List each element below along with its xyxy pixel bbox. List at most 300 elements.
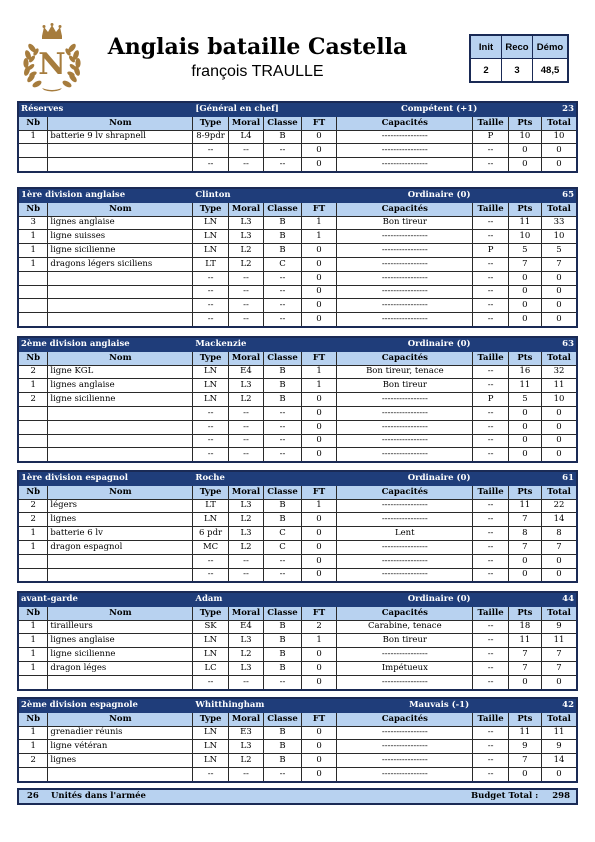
cell-capacites: ---------------- xyxy=(337,144,473,158)
cell-type: LN xyxy=(193,648,228,662)
cell-taille: -- xyxy=(473,675,508,689)
cell-classe: B xyxy=(264,648,302,662)
cell-type: -- xyxy=(193,313,228,327)
cell-ft: 0 xyxy=(301,257,336,271)
cell-capacites: Carabine, tenace xyxy=(337,620,473,634)
cell-pts: 7 xyxy=(508,754,541,768)
cell-total: 7 xyxy=(542,661,578,675)
cell-nom xyxy=(48,285,193,299)
player-name: françois TRAULLE xyxy=(191,63,324,80)
cell-nom: légers xyxy=(48,499,193,513)
cell-nom: ligne vétéran xyxy=(48,740,193,754)
cell-pts: 0 xyxy=(508,158,541,172)
cell-taille: -- xyxy=(473,299,508,313)
cell-nom xyxy=(48,144,193,158)
cell-taille: -- xyxy=(473,554,508,568)
cell-taille: -- xyxy=(473,740,508,754)
cell-nb xyxy=(18,675,48,689)
cell-type: -- xyxy=(193,158,228,172)
section-leader: Mackenzie xyxy=(193,337,337,351)
cell-type: LN xyxy=(193,230,228,244)
cell-moral: E3 xyxy=(228,726,263,740)
cell-type: SK xyxy=(193,620,228,634)
column-header-capacites: Capacités xyxy=(337,712,473,726)
cell-classe: B xyxy=(264,513,302,527)
army-footer xyxy=(17,788,578,805)
cell-taille: -- xyxy=(473,313,508,327)
cell-moral: -- xyxy=(228,144,263,158)
unit-section-table xyxy=(17,697,578,783)
table-row xyxy=(18,648,577,662)
cell-nom: ligne sicilienne xyxy=(48,244,193,258)
cell-type: LN xyxy=(193,365,228,379)
column-header-row xyxy=(18,202,577,216)
cell-type: -- xyxy=(193,767,228,781)
cell-classe: C xyxy=(264,540,302,554)
cell-pts: 7 xyxy=(508,540,541,554)
cell-taille: -- xyxy=(473,434,508,448)
cell-classe: B xyxy=(264,740,302,754)
cell-capacites: ---------------- xyxy=(337,434,473,448)
cell-total: 10 xyxy=(541,230,577,244)
cell-moral: L3 xyxy=(228,499,263,513)
table-row xyxy=(18,513,577,527)
cell-taille: -- xyxy=(473,513,508,527)
column-header-total: Total xyxy=(541,485,577,499)
column-header-nb: Nb xyxy=(18,485,48,499)
cell-classe: B xyxy=(264,379,302,393)
cell-classe: -- xyxy=(264,448,302,462)
column-header-classe: Classe xyxy=(264,116,302,130)
cell-pts: 0 xyxy=(508,434,541,448)
cell-nom xyxy=(48,448,193,462)
cell-ft: 0 xyxy=(301,244,336,258)
column-header-ft: FT xyxy=(301,712,336,726)
table-row xyxy=(18,158,577,172)
stat-value-reco: 3 xyxy=(502,59,533,83)
cell-type: -- xyxy=(193,434,228,448)
column-header-ft: FT xyxy=(301,202,336,216)
cell-classe: -- xyxy=(264,285,302,299)
column-header-classe: Classe xyxy=(264,202,302,216)
cell-pts: 11 xyxy=(508,379,541,393)
cell-total: 0 xyxy=(542,406,577,420)
cell-classe: B xyxy=(264,130,302,144)
cell-taille: -- xyxy=(473,648,508,662)
column-header-classe: Classe xyxy=(264,485,302,499)
column-header-classe: Classe xyxy=(264,712,302,726)
unit-section-table xyxy=(17,336,578,463)
cell-moral: L2 xyxy=(228,257,263,271)
column-header-capacites: Capacités xyxy=(337,202,473,216)
cell-total: 32 xyxy=(542,365,577,379)
stat-header-init: Init xyxy=(470,35,502,59)
cell-ft: 0 xyxy=(301,393,336,407)
cell-total: 0 xyxy=(542,675,578,689)
cell-total: 10 xyxy=(542,393,577,407)
table-row xyxy=(18,244,577,258)
page-title: Anglais bataille Castella xyxy=(107,34,408,60)
table-row xyxy=(18,144,577,158)
cell-nb xyxy=(18,434,48,448)
cell-type: 8-9pdr xyxy=(193,130,228,144)
cell-nb xyxy=(18,568,48,582)
table-row xyxy=(18,661,577,675)
cell-taille: -- xyxy=(473,285,508,299)
cell-total: 0 xyxy=(541,271,577,285)
cell-pts: 0 xyxy=(508,271,541,285)
column-header-nb: Nb xyxy=(18,606,48,620)
cell-nom xyxy=(48,313,193,327)
cell-nb xyxy=(18,767,48,781)
cell-moral: -- xyxy=(228,158,263,172)
cell-taille: -- xyxy=(473,406,508,420)
table-row xyxy=(18,271,577,285)
cell-type: -- xyxy=(193,420,228,434)
cell-taille: -- xyxy=(473,726,508,740)
section-name: Réserves xyxy=(18,102,193,116)
cell-moral: L2 xyxy=(228,393,263,407)
cell-type: LN xyxy=(193,740,228,754)
column-header-type: Type xyxy=(193,116,228,130)
cell-nb: 1 xyxy=(18,230,48,244)
cell-moral: -- xyxy=(228,675,263,689)
section-total: 23 xyxy=(541,102,577,116)
cell-ft: 0 xyxy=(301,726,336,740)
cell-classe: -- xyxy=(264,434,302,448)
cell-ft: 0 xyxy=(301,740,336,754)
cell-moral: L2 xyxy=(228,513,263,527)
cell-type: -- xyxy=(193,299,228,313)
table-row xyxy=(18,230,577,244)
cell-classe: -- xyxy=(264,568,302,582)
section-leader: Roche xyxy=(193,471,337,485)
section-header xyxy=(18,592,577,606)
napoleon-wreath-logo xyxy=(20,22,84,94)
cell-pts: 0 xyxy=(508,568,541,582)
cell-pts: 7 xyxy=(508,513,541,527)
cell-nom: dragons légers siciliens xyxy=(48,257,193,271)
cell-type: LN xyxy=(193,634,228,648)
cell-nb: 1 xyxy=(18,540,48,554)
cell-capacites: ---------------- xyxy=(337,393,473,407)
cell-classe: C xyxy=(264,527,302,541)
cell-total: 33 xyxy=(541,216,577,230)
cell-nb xyxy=(18,554,48,568)
cell-taille: -- xyxy=(473,754,508,768)
cell-pts: 0 xyxy=(508,299,541,313)
stat-header-demo: Démo xyxy=(533,35,569,59)
cell-capacites: ---------------- xyxy=(337,767,473,781)
logo-letter: N xyxy=(38,47,66,82)
cell-capacites: Bon tireur xyxy=(337,379,473,393)
table-row xyxy=(18,540,577,554)
cell-classe: C xyxy=(264,257,302,271)
cell-nb: 1 xyxy=(18,634,48,648)
cell-moral: -- xyxy=(228,434,263,448)
cell-nb xyxy=(18,158,48,172)
column-header-ft: FT xyxy=(301,116,336,130)
cell-classe: B xyxy=(264,754,302,768)
cell-capacites: ---------------- xyxy=(337,420,473,434)
cell-type: -- xyxy=(193,568,228,582)
cell-nb: 1 xyxy=(18,740,48,754)
cell-nb: 2 xyxy=(18,499,48,513)
cell-nom: ligne sicilienne xyxy=(48,393,193,407)
cell-nb xyxy=(18,144,48,158)
cell-moral: -- xyxy=(228,406,263,420)
section-total: 63 xyxy=(542,337,577,351)
column-header-taille: Taille xyxy=(473,712,508,726)
cell-nb: 2 xyxy=(18,513,48,527)
cell-nb: 1 xyxy=(18,527,48,541)
cell-moral: L3 xyxy=(228,740,263,754)
column-header-nb: Nb xyxy=(18,351,48,365)
cell-nom: batterie 9 lv shrapnell xyxy=(48,130,193,144)
cell-taille: -- xyxy=(473,158,508,172)
budget-label: Budget Total : xyxy=(471,791,539,801)
column-header-capacites: Capacités xyxy=(337,116,473,130)
column-header-moral: Moral xyxy=(228,202,263,216)
column-header-pts: Pts xyxy=(508,351,541,365)
column-header-row xyxy=(18,712,577,726)
cell-capacites: ---------------- xyxy=(337,554,473,568)
cell-type: LN xyxy=(193,726,228,740)
cell-nb: 3 xyxy=(18,216,48,230)
section-header xyxy=(18,337,577,351)
cell-total: 5 xyxy=(541,244,577,258)
cell-nb: 1 xyxy=(18,257,48,271)
table-row xyxy=(18,406,577,420)
cell-nb: 1 xyxy=(18,726,48,740)
cell-nom xyxy=(48,675,193,689)
column-header-ft: FT xyxy=(301,606,336,620)
table-row xyxy=(18,257,577,271)
column-header-total: Total xyxy=(542,606,578,620)
cell-ft: 0 xyxy=(301,648,336,662)
section-quality: Mauvais (-1) xyxy=(337,698,542,712)
cell-ft: 1 xyxy=(301,216,336,230)
cell-total: 0 xyxy=(541,144,577,158)
section-name: 2ème division anglaise xyxy=(18,337,193,351)
cell-moral: L2 xyxy=(228,244,263,258)
section-header xyxy=(18,102,577,116)
cell-total: 10 xyxy=(541,130,577,144)
section-quality: Compétent (+1) xyxy=(337,102,542,116)
table-row xyxy=(18,527,577,541)
cell-nom: lignes anglaise xyxy=(48,379,193,393)
table-row xyxy=(18,216,577,230)
cell-classe: B xyxy=(264,216,302,230)
cell-nb xyxy=(18,313,48,327)
cell-total: 0 xyxy=(541,568,577,582)
cell-total: 7 xyxy=(541,540,577,554)
cell-nom xyxy=(48,767,193,781)
cell-ft: 0 xyxy=(301,568,336,582)
cell-nom xyxy=(48,568,193,582)
cell-type: -- xyxy=(193,271,228,285)
cell-pts: 0 xyxy=(508,420,541,434)
cell-taille: -- xyxy=(473,216,508,230)
cell-nom xyxy=(48,420,193,434)
cell-capacites: Impétueux xyxy=(337,661,473,675)
cell-pts: 0 xyxy=(508,313,541,327)
cell-capacites: ---------------- xyxy=(337,257,473,271)
section-total: 65 xyxy=(541,188,577,202)
cell-type: LT xyxy=(193,499,228,513)
column-header-taille: Taille xyxy=(473,202,508,216)
cell-classe: -- xyxy=(264,767,302,781)
cell-taille: P xyxy=(473,244,508,258)
column-header-taille: Taille xyxy=(473,116,508,130)
cell-taille: P xyxy=(473,393,508,407)
cell-type: LN xyxy=(193,393,228,407)
cell-taille: -- xyxy=(473,230,508,244)
cell-moral: L3 xyxy=(228,216,263,230)
cell-capacites: ---------------- xyxy=(337,406,473,420)
cell-total: 0 xyxy=(541,767,577,781)
cell-nom: ligne suisses xyxy=(48,230,193,244)
cell-total: 11 xyxy=(542,634,578,648)
cell-capacites: ---------------- xyxy=(337,675,473,689)
cell-taille: -- xyxy=(473,448,508,462)
table-row xyxy=(18,130,577,144)
cell-moral: -- xyxy=(228,313,263,327)
cell-classe: -- xyxy=(264,406,302,420)
cell-pts: 0 xyxy=(508,144,541,158)
section-leader: Whitthingham xyxy=(193,698,337,712)
cell-classe: -- xyxy=(264,299,302,313)
column-header-capacites: Capacités xyxy=(337,606,473,620)
cell-nb: 1 xyxy=(18,661,48,675)
cell-nom: ligne KGL xyxy=(48,365,193,379)
cell-ft: 0 xyxy=(301,661,336,675)
cell-classe: -- xyxy=(264,554,302,568)
cell-ft: 0 xyxy=(301,554,336,568)
column-header-nom: Nom xyxy=(48,202,193,216)
cell-moral: L2 xyxy=(228,540,263,554)
cell-classe: -- xyxy=(264,144,302,158)
column-header-total: Total xyxy=(541,712,577,726)
table-row xyxy=(18,499,577,513)
cell-ft: 0 xyxy=(301,285,336,299)
cell-ft: 0 xyxy=(301,448,336,462)
cell-ft: 1 xyxy=(301,499,336,513)
cell-pts: 0 xyxy=(508,406,541,420)
cell-capacites: Lent xyxy=(337,527,473,541)
column-header-ft: FT xyxy=(301,485,336,499)
cell-nom: tirailleurs xyxy=(48,620,193,634)
cell-total: 0 xyxy=(542,434,577,448)
cell-taille: -- xyxy=(473,257,508,271)
column-header-nb: Nb xyxy=(18,202,48,216)
cell-total: 9 xyxy=(542,620,578,634)
cell-capacites: Bon tireur xyxy=(337,216,473,230)
cell-moral: L3 xyxy=(228,379,263,393)
column-header-nom: Nom xyxy=(48,351,193,365)
cell-taille: -- xyxy=(473,420,508,434)
cell-pts: 16 xyxy=(508,365,541,379)
cell-taille: -- xyxy=(473,144,508,158)
cell-nom xyxy=(48,158,193,172)
cell-total: 22 xyxy=(541,499,577,513)
cell-capacites: ---------------- xyxy=(337,244,473,258)
cell-ft: 0 xyxy=(301,513,336,527)
cell-nom: batterie 6 lv xyxy=(48,527,193,541)
table-row xyxy=(18,379,577,393)
cell-pts: 5 xyxy=(508,393,541,407)
cell-nb xyxy=(18,285,48,299)
cell-moral: L4 xyxy=(228,130,263,144)
cell-capacites: ---------------- xyxy=(337,299,473,313)
cell-moral: L3 xyxy=(228,634,263,648)
cell-classe: B xyxy=(264,726,302,740)
cell-type: -- xyxy=(193,448,228,462)
cell-pts: 0 xyxy=(508,767,541,781)
section-leader: Clinton xyxy=(193,188,337,202)
unit-section-table xyxy=(17,470,578,583)
column-header-nom: Nom xyxy=(48,606,193,620)
cell-total: 0 xyxy=(541,313,577,327)
cell-moral: -- xyxy=(228,420,263,434)
cell-ft: 0 xyxy=(301,144,336,158)
cell-nom xyxy=(48,271,193,285)
cell-type: LN xyxy=(193,379,228,393)
section-name: avant-garde xyxy=(18,592,193,606)
cell-pts: 9 xyxy=(508,740,541,754)
column-header-row xyxy=(18,485,577,499)
cell-capacites: ---------------- xyxy=(337,448,473,462)
units-label: Unités dans l'armée xyxy=(51,791,146,801)
cell-pts: 7 xyxy=(508,648,541,662)
table-row xyxy=(18,554,577,568)
cell-pts: 11 xyxy=(508,499,541,513)
cell-pts: 10 xyxy=(508,130,541,144)
cell-total: 14 xyxy=(541,754,577,768)
cell-moral: E4 xyxy=(228,620,263,634)
cell-nb xyxy=(18,406,48,420)
cell-capacites: Bon tireur xyxy=(337,634,473,648)
unit-section-table xyxy=(17,101,578,173)
cell-type: LN xyxy=(193,754,228,768)
column-header-total: Total xyxy=(542,351,577,365)
cell-moral: L3 xyxy=(228,230,263,244)
cell-total: 0 xyxy=(541,299,577,313)
column-header-type: Type xyxy=(193,606,228,620)
cell-classe: -- xyxy=(264,271,302,285)
cell-taille: -- xyxy=(473,365,508,379)
cell-nb xyxy=(18,420,48,434)
stat-value-demo: 48,5 xyxy=(533,59,569,83)
cell-capacites: ---------------- xyxy=(337,740,473,754)
cell-capacites: ---------------- xyxy=(337,130,473,144)
cell-moral: -- xyxy=(228,299,263,313)
cell-capacites: ---------------- xyxy=(337,540,473,554)
cell-nb xyxy=(18,299,48,313)
cell-nom: ligne sicilienne xyxy=(48,648,193,662)
column-header-pts: Pts xyxy=(508,485,541,499)
cell-pts: 0 xyxy=(508,448,541,462)
section-name: 2ème division espagnole xyxy=(18,698,193,712)
table-row xyxy=(18,568,577,582)
cell-taille: P xyxy=(473,130,508,144)
cell-nom xyxy=(48,434,193,448)
cell-classe: B xyxy=(264,230,302,244)
unit-section-table xyxy=(17,187,578,328)
cell-ft: 1 xyxy=(301,230,336,244)
cell-total: 7 xyxy=(541,257,577,271)
cell-taille: -- xyxy=(473,499,508,513)
